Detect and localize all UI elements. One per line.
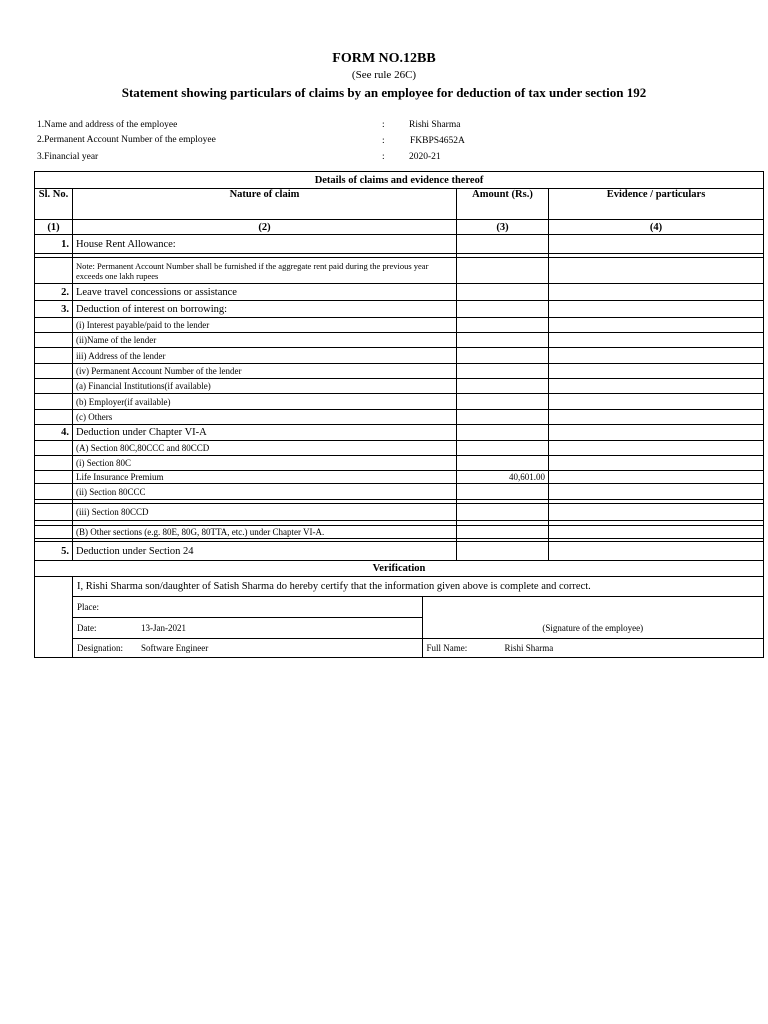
interest-item: (c) Others [73, 410, 457, 425]
table-caption: Details of claims and evidence thereof [35, 172, 764, 189]
table-row [35, 484, 764, 500]
designation-label: Designation: [77, 642, 123, 653]
employee-name-value: Rishi Sharma [409, 120, 461, 130]
table-row [35, 258, 764, 284]
table-row [35, 318, 764, 333]
hra-amount [457, 235, 549, 254]
table-row [35, 333, 764, 348]
hra-note: Note: Permanent Account Number shall be furnished if the aggregate rent paid during the previous year exceeds one lakh rupees [73, 258, 457, 284]
interest-item: iii) Address of the lender [73, 348, 457, 364]
employee-pan-sep: : [382, 136, 385, 146]
colnum-2: (2) [73, 220, 457, 235]
table-row [35, 364, 764, 379]
row-sl-4: 4. [35, 425, 73, 441]
fullname-label: Full Name: [426, 642, 468, 653]
designation-cell [73, 639, 422, 657]
interest-label: Deduction of interest on borrowing: [73, 301, 457, 318]
other-sections-label: (B) Other sections (e.g. 80E, 80G, 80TTA, etc.) under Chapter VI-A. [73, 526, 457, 539]
employee-pan-value: FKBPS4652A [410, 136, 465, 146]
row-sl-2: 2. [35, 284, 73, 301]
ltc-label: Leave travel concessions or assistance [73, 284, 457, 301]
sec80c-label: (i) Section 80C [73, 456, 457, 471]
employee-name-label: 1.Name and address of the employee [37, 120, 178, 130]
colnum-1: (1) [35, 220, 73, 235]
table-row [35, 410, 764, 425]
row-sl-1: 1. [35, 235, 73, 254]
sec24-label: Deduction under Section 24 [73, 542, 457, 561]
chapter6a-label: Deduction under Chapter VI-A [73, 425, 457, 441]
date-cell [73, 618, 422, 639]
row-sl-5: 5. [35, 542, 73, 561]
table-row [35, 394, 764, 410]
table-row [35, 526, 764, 539]
signature-label: (Signature of the employee) [542, 622, 644, 633]
chapter6a-a-label: (A) Section 80C,80CCC and 80CCD [73, 441, 457, 456]
fullname-cell [422, 639, 763, 657]
table-row [35, 441, 764, 456]
table-row [35, 348, 764, 364]
lic-amount: 40,601.00 [457, 471, 549, 484]
place-cell [73, 597, 422, 618]
header-nature-of-claim: Nature of claim [73, 189, 457, 220]
colnum-4: (4) [549, 220, 764, 235]
table-row [35, 235, 764, 254]
row-sl-3: 3. [35, 301, 73, 318]
form-rule: (See rule 26C) [351, 69, 417, 81]
interest-item: (a) Financial Institutions(if available) [73, 379, 457, 394]
table-row [35, 471, 764, 484]
interest-item: (b) Employer(if available) [73, 394, 457, 410]
table-row [35, 301, 764, 318]
header-amount: Amount (Rs.) [457, 189, 549, 220]
interest-item: (ii)Name of the lender [73, 333, 457, 348]
employee-pan-label: 2.Permanent Account Number of the employee [37, 135, 216, 145]
date-label: Date: [77, 623, 97, 633]
sec80ccc-label: (ii) Section 80CCC [73, 484, 457, 500]
table-row [35, 284, 764, 301]
header-sl-no: Sl. No. [35, 189, 73, 220]
employee-name-sep: : [382, 120, 385, 130]
table-row [35, 542, 764, 561]
place-label: Place: [77, 602, 99, 612]
table-row [35, 456, 764, 471]
verification-statement: I, Rishi Sharma son/daughter of Satish Sharma do hereby certify that the information given above is complete and correct. [77, 581, 591, 592]
verification-details [73, 596, 763, 657]
hra-label: House Rent Allowance: [73, 235, 457, 254]
financial-year-label: 3.Financial year [37, 152, 99, 162]
sec80ccd-label: (iii) Section 80CCD [73, 504, 457, 521]
financial-year-sep: : [382, 152, 385, 162]
interest-item: (iv) Permanent Account Number of the lender [73, 364, 457, 379]
date-value: 13-Jan-2021 [141, 623, 186, 633]
form-heading: Statement showing particulars of claims by an employee for deduction of tax under section 192 [121, 85, 647, 100]
table-row [35, 504, 764, 521]
header-evidence: Evidence / particulars [549, 189, 764, 220]
lic-label: Life Insurance Premium [73, 471, 457, 484]
interest-item: (i) Interest payable/paid to the lender [73, 318, 457, 333]
claims-table [34, 171, 764, 658]
financial-year-value: 2020-21 [409, 152, 441, 162]
verification-title: Verification [35, 561, 764, 577]
table-row [35, 425, 764, 441]
hra-evidence [549, 235, 764, 254]
colnum-3: (3) [457, 220, 549, 235]
form-title: FORM NO.12BB [332, 51, 436, 66]
verification-spacer [35, 577, 73, 658]
verification-block [73, 577, 764, 658]
table-row [35, 379, 764, 394]
designation-value: Software Engineer [141, 642, 209, 653]
fullname-value: Rishi Sharma [504, 642, 554, 653]
